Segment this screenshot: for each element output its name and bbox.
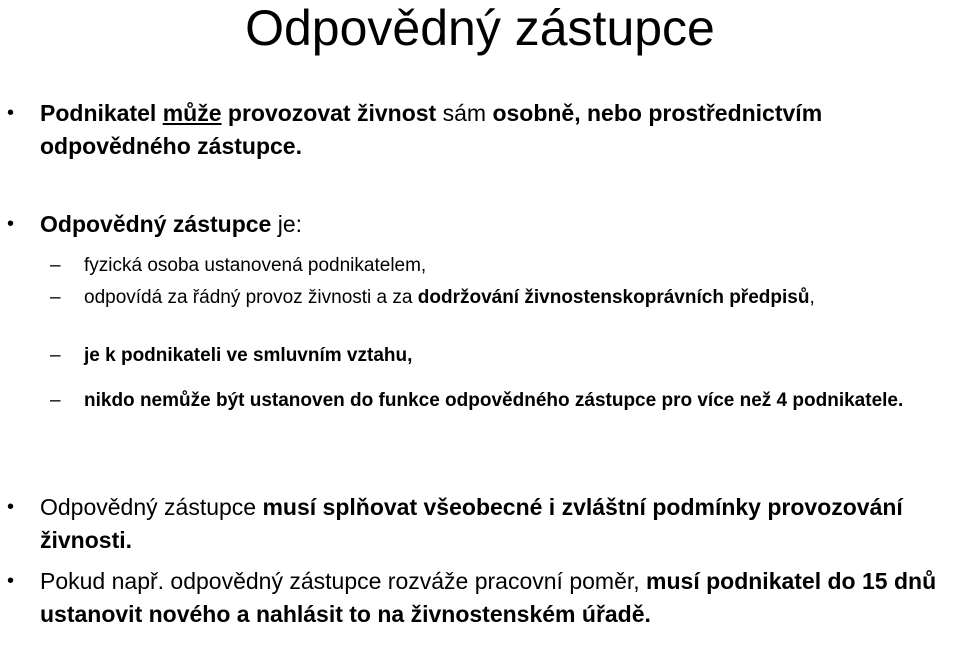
sub-item-4 — [50, 386, 944, 415]
bullet-item-2 — [7, 208, 950, 241]
dash-marker: – — [50, 255, 61, 276]
bullet-text: Pokud např. odpovědný zástupce rozváže pracovní poměr, musí podnikatel do 15 dnů ustanovit nového a nahlásit to na živnostenském úřadě. — [40, 568, 937, 627]
dash-marker: – — [50, 345, 61, 366]
sub-item-1 — [50, 251, 944, 280]
slide-title: Odpovědný zástupce — [245, 0, 715, 56]
sub-text: fyzická osoba ustanovená podnikatelem, — [84, 255, 427, 276]
dash-marker: – — [50, 287, 61, 308]
bullet-item-3 — [7, 491, 950, 557]
bullet-text: Podnikatel může provozovat živnost sám osobně, nebo prostřednictvím odpovědného zástupce. — [40, 100, 823, 159]
sub-text: je k podnikateli ve smluvním vztahu, — [84, 345, 413, 366]
bullet-marker: • — [7, 496, 15, 518]
bullet-text: Odpovědný zástupce je: — [40, 211, 303, 237]
sub-item-2 — [50, 283, 944, 312]
dash-marker: – — [50, 390, 61, 411]
bullet-marker: • — [7, 570, 15, 592]
sub-text: odpovídá za řádný provoz živnosti a za dodržování živnostenskoprávních předpisů, — [84, 287, 815, 308]
bullet-item-4 — [7, 565, 950, 631]
bullet-text: Odpovědný zástupce musí splňovat všeobecné i zvláštní podmínky provozování živnosti. — [40, 494, 903, 553]
bullet-item-1 — [7, 97, 950, 163]
bullet-marker: • — [7, 213, 15, 235]
bullet-marker: • — [7, 102, 15, 124]
sub-text: nikdo nemůže být ustanoven do funkce odpovědného zástupce pro více než 4 podnikatele. — [84, 390, 904, 411]
sub-item-3 — [50, 341, 944, 370]
